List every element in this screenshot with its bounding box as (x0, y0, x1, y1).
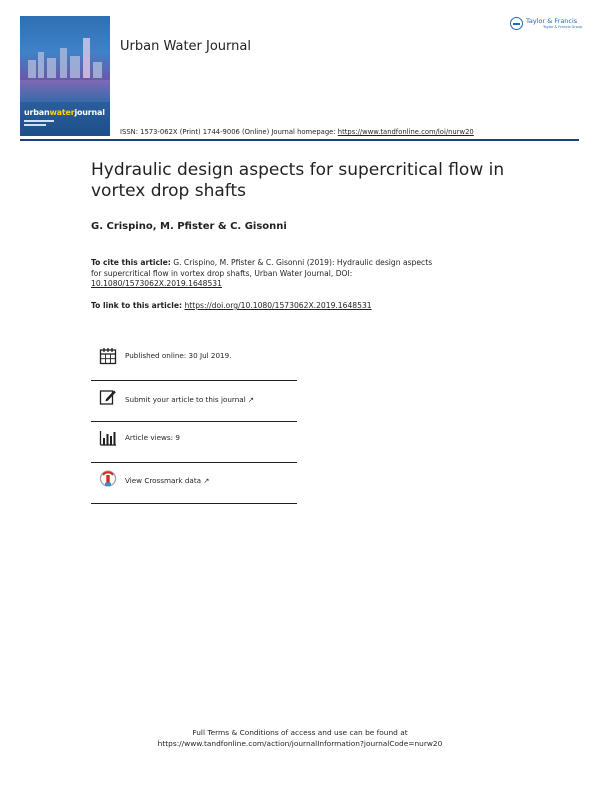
edit-document-icon (99, 388, 117, 406)
external-link-icon: ↗ (248, 395, 255, 404)
citation-text: G. Crispino, M. Pfister & C. Gisonni (2019): Hydraulic design aspects for supercritical flow in vortex drop shafts, Urban Water Journal, DOI: (91, 258, 433, 278)
article-title: Hydraulic design aspects for supercritical flow in vortex drop shafts (91, 160, 505, 201)
article-views-row (91, 429, 297, 469)
cover-building (47, 58, 56, 78)
published-online-text: Published online: 30 Jul 2019. (125, 351, 232, 360)
publisher-logo-icon (510, 17, 523, 30)
cover-building (93, 62, 102, 78)
journal-homepage-link[interactable]: https://www.tandfonline.com/loi/nurw20 (337, 128, 474, 136)
cover-building (38, 52, 44, 78)
article-views-text: Article views: 9 (125, 433, 180, 442)
cover-journal-wordmark: urbanwaterjournal (24, 108, 105, 117)
info-divider (91, 462, 297, 463)
article-authors: G. Crispino, M. Pfister & C. Gisonni (91, 221, 287, 232)
crossmark-link[interactable]: View Crossmark data ↗ (125, 476, 210, 485)
cover-building (83, 38, 90, 78)
article-link-block (91, 301, 372, 310)
journal-name: Urban Water Journal (120, 39, 251, 54)
journal-cover-image (20, 16, 110, 136)
bar-chart-icon (99, 429, 117, 447)
cover-building (28, 60, 36, 78)
publisher-logo-group: Taylor & Francis Group (543, 25, 583, 29)
issn-text: ISSN: 1573-062X (Print) 1744-9006 (Online) Journal homepage: (120, 128, 336, 136)
citation-doi-link[interactable]: 10.1080/1573062X.2019.1648531 (91, 279, 222, 289)
footer-terms-url[interactable]: https://www.tandfonline.com/action/journalInformation?journalCode=nurw20 (157, 739, 443, 748)
cover-building (70, 56, 80, 78)
citation-label: To cite this article: (91, 258, 171, 267)
publisher-logo-name: Taylor & Francis (526, 17, 578, 25)
citation-block (91, 258, 436, 290)
submit-article-link[interactable]: Submit your article to this journal ↗ (125, 395, 255, 404)
article-link-label: To link to this article: (91, 301, 183, 310)
calendar-icon (99, 347, 117, 365)
cover-text-line (24, 120, 54, 122)
issn-line (120, 128, 474, 136)
cover-water-reflection (20, 80, 110, 102)
info-divider (91, 503, 297, 504)
crossmark-icon (99, 470, 117, 488)
article-doi-url-link[interactable]: https://doi.org/10.1080/1573062X.2019.1648531 (184, 301, 372, 310)
info-divider (91, 421, 297, 422)
header-divider (20, 139, 579, 141)
publisher-logo[interactable] (510, 17, 582, 35)
cover-text-line (24, 124, 46, 126)
external-link-icon: ↗ (203, 476, 210, 485)
cover-building (60, 48, 67, 78)
info-divider (91, 380, 297, 381)
footer-terms: Full Terms & Conditions of access and use can be found at (192, 728, 408, 737)
published-online-row (91, 347, 297, 387)
crossmark-row[interactable] (91, 470, 297, 510)
submit-article-row[interactable] (91, 388, 297, 428)
